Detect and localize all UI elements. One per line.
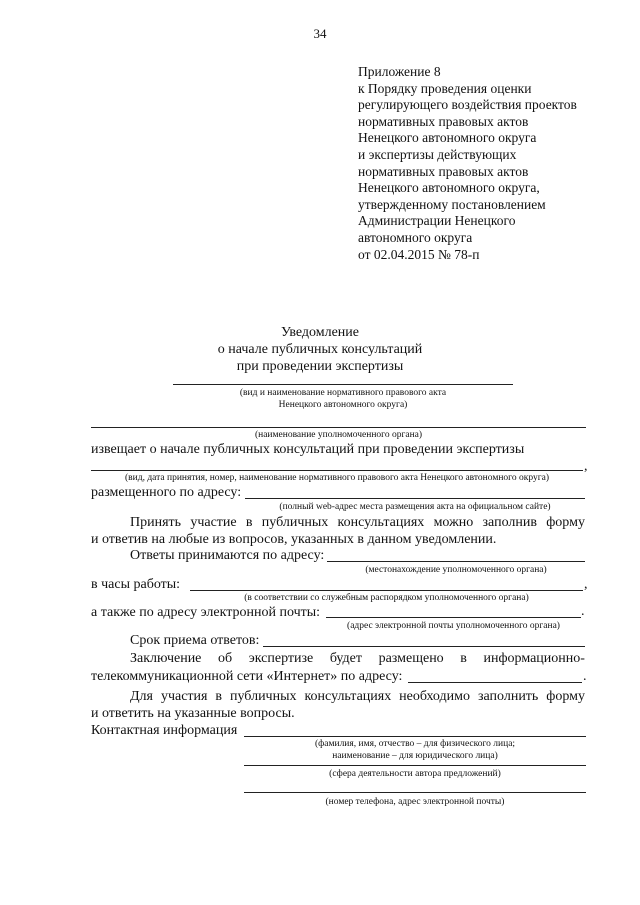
appendix-line: нормативных правовых актов [358,163,529,179]
appendix-line: автономного округа [358,229,473,245]
web-address-field[interactable] [245,498,585,499]
word: форму [546,515,585,530]
conclusion-period: . [583,669,587,684]
deadline-field[interactable] [263,646,585,647]
word: форму [546,689,585,704]
act-details-comma: , [584,459,588,474]
appendix-line: к Порядку проведения оценки [358,80,532,96]
word: Принять [130,515,182,530]
phone-email-caption: (номер телефона, адрес электронной почты) [325,797,505,807]
form-paragraph-line-1 [130,688,585,705]
word: в [460,651,467,666]
act-name-caption-2: Ненецкого автономного округа) [278,400,408,410]
act-details-field[interactable] [91,470,583,471]
web-address-caption: (полный web-адрес места размещения акта на официальном сайте) [279,502,551,512]
contact-info-label: Контактная информация [91,723,238,738]
title-line-1: Уведомление [280,325,359,340]
word: заполнить [477,689,539,704]
word: публичных [261,515,329,530]
word: размещено [378,651,444,666]
email-label: а также по адресу электронной почты: [91,605,321,620]
act-name-field[interactable] [173,384,513,385]
working-hours-comma: , [584,577,588,592]
word: информационно- [483,651,585,666]
deadline-label: Срок приема ответов: [130,633,260,648]
appendix-line: нормативных правовых актов [358,113,529,129]
word: в [245,515,253,530]
form-paragraph-line-2: и ответить на указанные вопросы. [91,706,295,721]
word: можно [433,515,474,530]
appendix-line: Приложение 8 [358,64,441,79]
working-hours-field[interactable] [190,590,583,591]
contact-caption-2: наименование – для юридического лица) [332,751,498,761]
word: консультациях [304,689,392,704]
word: экспертизе [248,651,314,666]
participate-paragraph-line-2: и ответив на любые из вопросов, указанных в данном уведомлении. [91,532,497,547]
appendix-line: Администрации Ненецкого [358,213,516,229]
authority-name-field[interactable] [91,427,586,428]
posted-address-label: размещенного по адресу: [91,485,242,500]
word: участие [190,515,237,530]
working-hours-caption: (в соответствии со служебным распорядком уполномоченного органа) [244,593,529,603]
appendix-line: Ненецкого автономного округа [358,130,537,146]
word: участия [160,689,208,704]
activity-sphere-caption: (сфера деятельности автора предложений) [329,769,501,779]
contact-name-field[interactable] [244,736,586,737]
page-number: 34 [313,26,327,41]
appendix-line: регулирующего воздействия проектов [358,97,577,113]
activity-sphere-field[interactable] [244,765,586,766]
appendix-header [358,64,628,263]
appendix-line: и экспертизы действующих [358,146,517,162]
word: Заключение [130,651,202,666]
title-line-3: при проведении экспертизы [236,359,404,374]
word: будет [329,651,362,666]
conclusion-paragraph-line-2: телекоммуникационной сети «Интернет» по адресу: [91,669,403,684]
act-name-caption-1: (вид и наименование нормативного правового акта [239,388,447,398]
word: публичных [230,689,297,704]
location-caption: (местонахождение уполномоченного органа) [365,565,547,575]
email-field[interactable] [326,617,581,618]
email-period: . [581,604,585,619]
phone-email-field[interactable] [244,792,586,793]
working-hours-label: в часы работы: [91,577,181,592]
answers-address-label: Ответы принимаются по адресу: [130,548,325,563]
title-line-2: о начале публичных консультаций [217,342,423,357]
word: об [217,651,233,666]
announcement-text: извещает о начале публичных консультаций при проведении экспертизы [91,442,525,457]
appendix-line: от 02.04.2015 № 78-п [358,246,480,262]
contact-caption-1: (фамилия, имя, отчество – для физического лица; [314,739,516,749]
answers-address-field[interactable] [327,561,585,562]
word: в [215,689,223,704]
conclusion-address-field[interactable] [408,682,582,683]
word: необходимо [399,689,471,704]
word: консультациях [337,515,425,530]
email-caption: (адрес электронной почты уполномоченного органа) [347,621,560,631]
act-details-caption: (вид, дата принятия, номер, наименование нормативного правового акта Ненецкого автономного округа) [125,473,549,483]
participate-paragraph-line-1 [130,514,585,531]
authority-caption: (наименование уполномоченного органа) [254,430,423,440]
word: заполнив [482,515,537,530]
conclusion-paragraph-line-1 [130,650,585,667]
appendix-line: Ненецкого автономного округа, [358,180,540,196]
word: Для [130,689,153,704]
appendix-line: утвержденному постановлением [358,196,546,212]
document-title [0,324,640,375]
